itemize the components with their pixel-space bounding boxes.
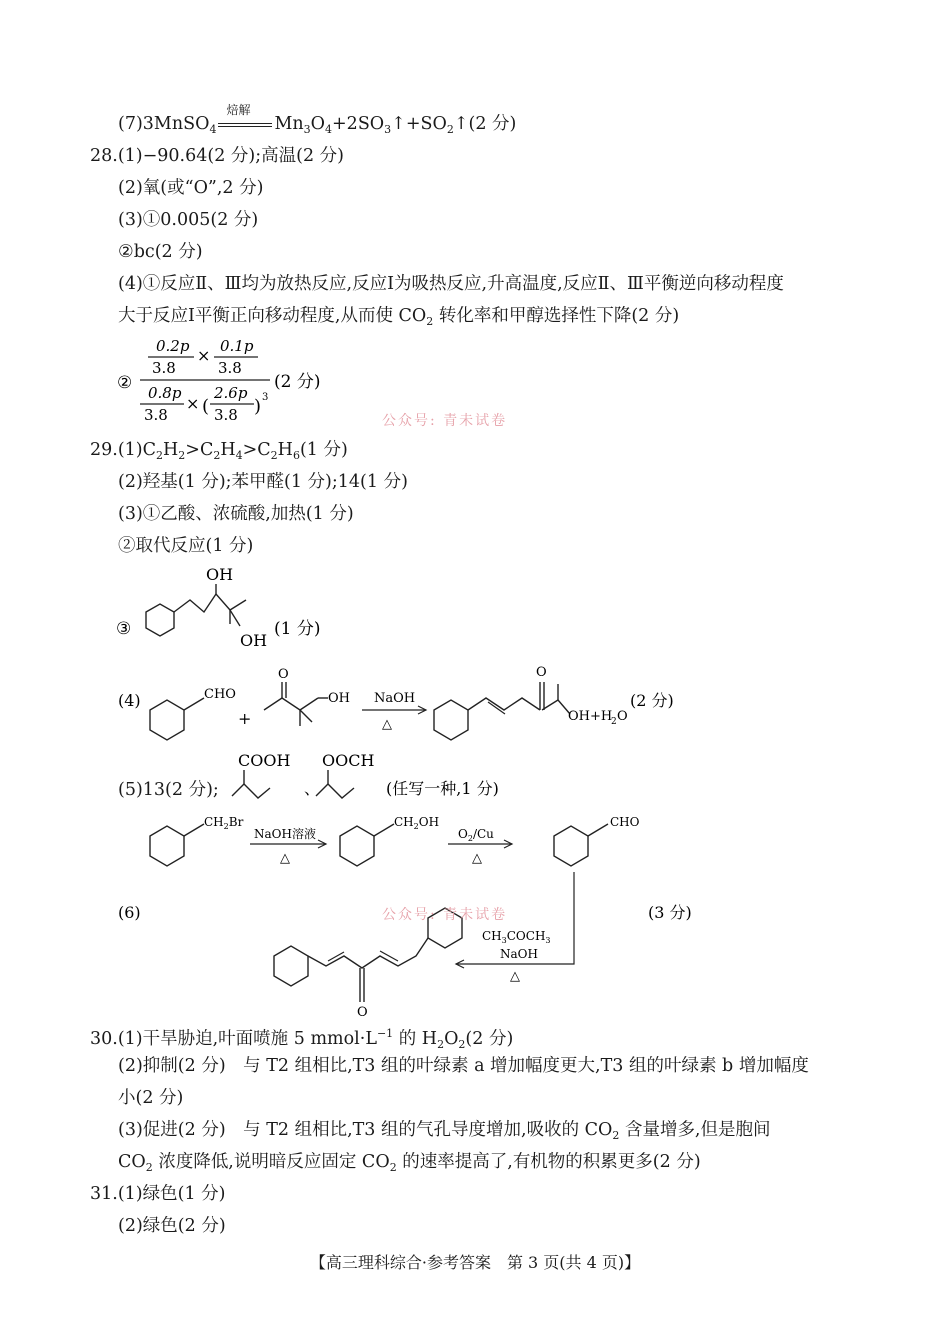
q28-line-2: (2)氧(或“O”,2 分) bbox=[118, 178, 264, 198]
kp-formula bbox=[112, 332, 372, 432]
svg-text:3: 3 bbox=[262, 392, 269, 403]
svg-text:△: △ bbox=[280, 851, 290, 866]
q28-line-6: 大于反应Ⅰ平衡正向移动程度,从而使 $CO_2$ 转化率和甲醇选择性下降(2 分) bbox=[118, 306, 680, 328]
svg-text:O: O bbox=[357, 1005, 368, 1020]
svg-text:CH2OH: $CH_2OH$ bbox=[394, 815, 440, 831]
svg-text:③: ③ bbox=[116, 619, 132, 639]
svg-text:(1 分): (1 分) bbox=[274, 619, 321, 639]
q29-5-label: (5)13(2 分); bbox=[118, 780, 219, 800]
svg-text:3.8: 3.8 bbox=[152, 359, 176, 377]
svg-text:△: △ bbox=[510, 969, 520, 984]
q30-line-2: (2)抑制(2 分) 与 T2 组相比,T3 组的叶绿素 a 增加幅度更大,T3 组的叶绿素 b 增加幅度 bbox=[118, 1056, 809, 1076]
svg-text:NaOH溶液: NaOH溶液 bbox=[254, 827, 316, 841]
svg-text:+: + bbox=[238, 709, 252, 728]
q30-line-5: $CO_2$ 浓度降低,说明暗反应固定 $CO_2$ 的速率提高了,有机物的积累更多(2 分) bbox=[118, 1152, 701, 1174]
isomer-structures bbox=[224, 746, 544, 806]
watermark-1: 公众号: 青未试卷 bbox=[382, 413, 508, 429]
diol-structure bbox=[112, 562, 352, 658]
svg-text:CH3COCH3: $CH_3COCH_3$ bbox=[482, 929, 551, 945]
q28-line-3: (3)①0.005(2 分) bbox=[118, 210, 259, 230]
svg-text:OH: OH bbox=[240, 631, 268, 650]
svg-text:(3 分): (3 分) bbox=[648, 903, 692, 922]
svg-text:OOCH: OOCH bbox=[322, 751, 375, 770]
svg-text:×: × bbox=[186, 394, 200, 413]
q31-line-1: 31.(1)绿色(1 分) bbox=[90, 1184, 226, 1204]
q28-line-1: 28.(1)−90.64(2 分);高温(2 分) bbox=[90, 146, 344, 166]
svg-text:CHO: CHO bbox=[610, 815, 640, 829]
q30-line-4: (3)促进(2 分) 与 T2 组相比,T3 组的气孔导度增加,吸收的 $CO_2$ 含量增多,但是胞间 bbox=[118, 1120, 771, 1142]
q29-line-4: ②取代反应(1 分) bbox=[118, 536, 254, 556]
q30-line-1: 30.(1)干旱胁迫,叶面喷施 5 $mmol\cdot L^{-1}$ 的 $H_2O_2(2$ 分) bbox=[90, 1027, 514, 1051]
svg-text:NaOH: NaOH bbox=[374, 691, 416, 706]
svg-text:3.8: 3.8 bbox=[144, 406, 168, 424]
q28-line-5: (4)①反应Ⅱ、Ⅲ均为放热反应,反应Ⅰ为吸热反应,升高温度,反应Ⅱ、Ⅲ平衡逆向移动程度 bbox=[118, 274, 784, 294]
svg-text:3.8: 3.8 bbox=[214, 406, 238, 424]
svg-text:3.8: 3.8 bbox=[218, 359, 242, 377]
q27-7-equation: (7)3MnSO$_4$ 焙解 $Mn_3O_4+2SO_3↑+SO_2↑(2$ 分) bbox=[118, 103, 517, 136]
svg-text:O: O bbox=[536, 665, 547, 680]
svg-text:O: O bbox=[617, 709, 628, 724]
svg-text:CH2Br: $CH_2Br$ bbox=[204, 815, 244, 831]
watermark-2: 公众号: 青未试卷 bbox=[382, 907, 508, 923]
svg-text:O2/Cu: $O_2/Cu$ bbox=[458, 827, 494, 843]
svg-text:(4): (4) bbox=[118, 691, 141, 710]
svg-text:(2 分): (2 分) bbox=[274, 372, 321, 392]
svg-text:COOH: COOH bbox=[238, 751, 291, 770]
reaction-arrow-with-condition: 焙解 bbox=[216, 112, 274, 136]
svg-text:0.2p: 0.2p bbox=[156, 337, 190, 355]
svg-text:(2 分): (2 分) bbox=[630, 691, 674, 710]
q29-line-3: (3)①乙酸、浓硫酸,加热(1 分) bbox=[118, 504, 354, 524]
svg-text:2.6p: 2.6p bbox=[214, 384, 248, 402]
page-footer: 【高三理科综合·参考答案 第 3 页(共 4 页)】 bbox=[309, 1253, 641, 1272]
svg-text:△: △ bbox=[472, 851, 482, 866]
svg-text:(任写一种,1 分): (任写一种,1 分) bbox=[386, 779, 499, 798]
svg-text:(: ( bbox=[202, 396, 210, 417]
reaction-4 bbox=[112, 658, 832, 748]
q30-line-3: 小(2 分) bbox=[118, 1088, 184, 1108]
svg-text:×: × bbox=[197, 346, 211, 365]
svg-text:、: 、 bbox=[304, 779, 321, 798]
svg-text:): ) bbox=[254, 396, 262, 417]
svg-text:2: 2 bbox=[611, 717, 617, 727]
cyclohexane-ring bbox=[146, 604, 174, 636]
svg-text:CHO: CHO bbox=[204, 687, 236, 702]
q28-line-4: ②bc(2 分) bbox=[118, 242, 203, 262]
svg-text:0.8p: 0.8p bbox=[148, 384, 182, 402]
svg-text:O: O bbox=[278, 667, 289, 682]
svg-text:0.1p: 0.1p bbox=[220, 337, 254, 355]
svg-text:(6): (6) bbox=[118, 903, 141, 922]
benzene-ring bbox=[150, 700, 184, 740]
q29-line-1: $29.(1)C_2H_2>C_2H_4>C_2H_6(1$ 分) bbox=[90, 440, 348, 462]
q29-line-2: (2)羟基(1 分);苯甲醛(1 分);14(1 分) bbox=[118, 472, 408, 492]
svg-text:NaOH: NaOH bbox=[500, 947, 538, 961]
svg-text:△: △ bbox=[382, 717, 392, 732]
svg-text:OH: OH bbox=[328, 691, 350, 706]
svg-text:OH+H: OH+H bbox=[568, 709, 613, 724]
svg-text:OH: OH bbox=[206, 565, 234, 584]
svg-text:②: ② bbox=[117, 373, 133, 393]
q31-line-2: (2)绿色(2 分) bbox=[118, 1216, 226, 1236]
